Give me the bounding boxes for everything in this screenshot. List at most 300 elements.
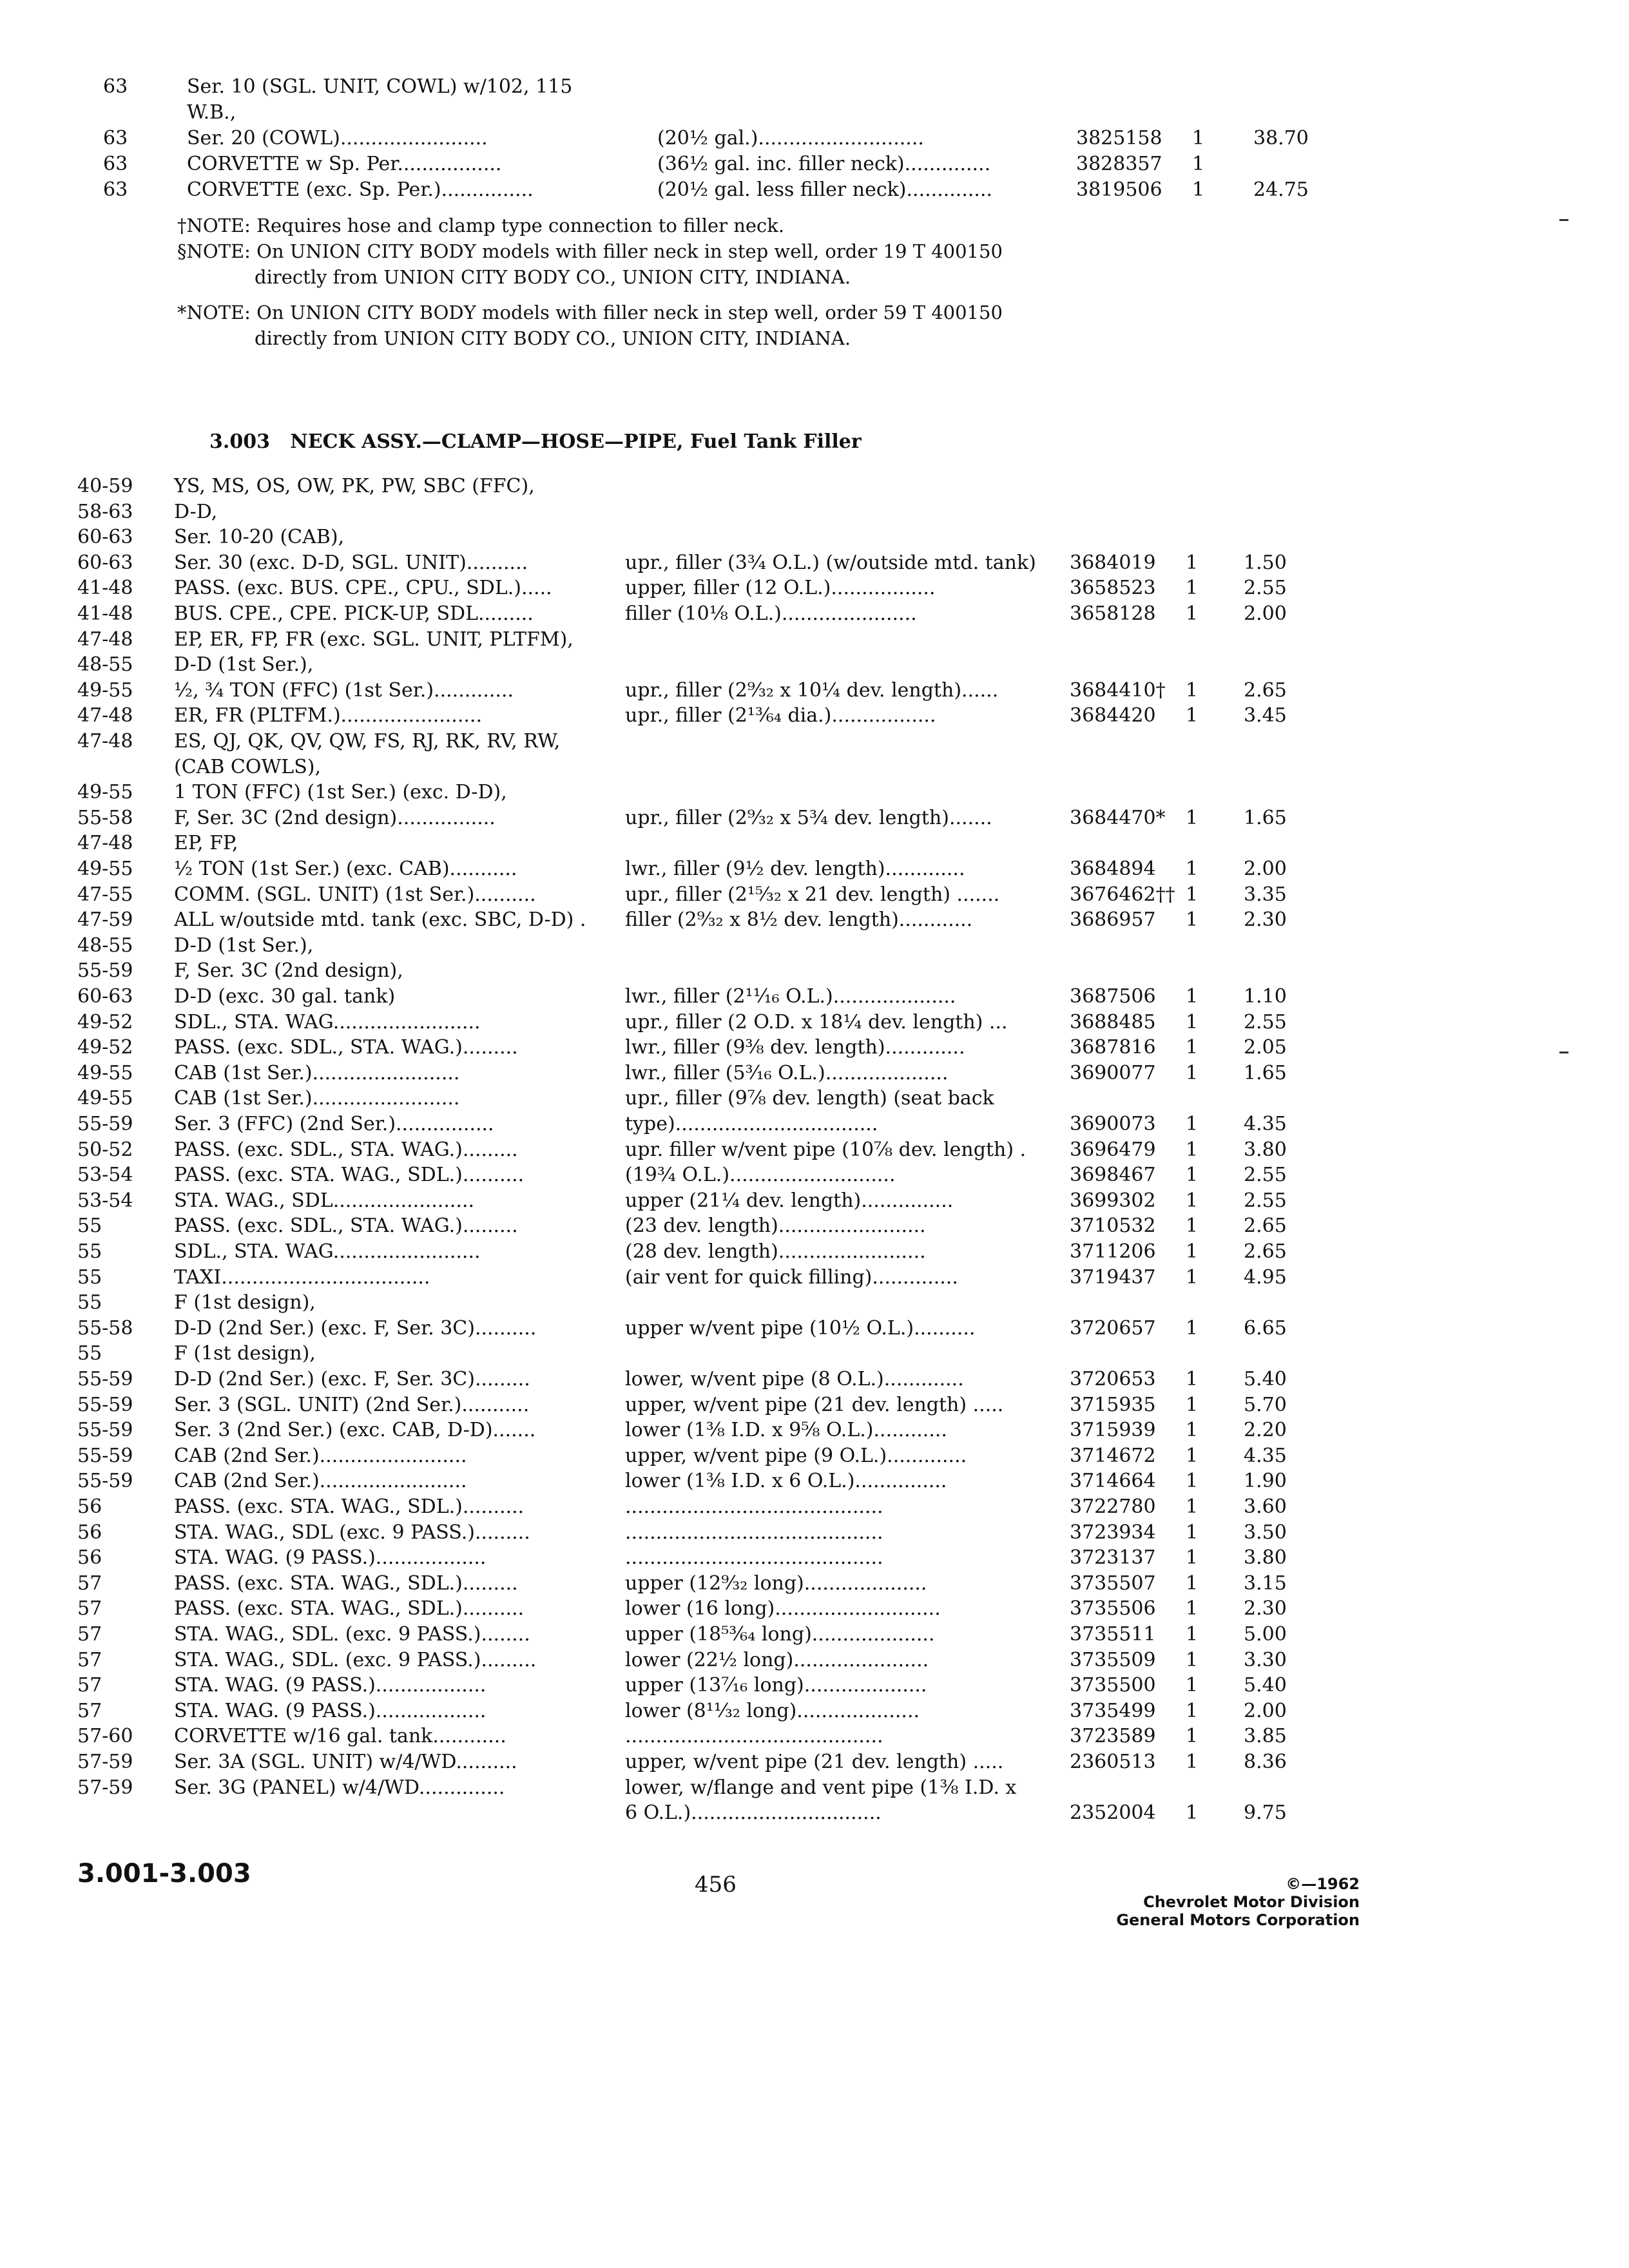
model-description: F (1st design), [174, 1291, 316, 1314]
part-usage: upr., filler (2 O.D. x 18¼ dev. length) ... [625, 1010, 1008, 1033]
quantity: 1 [1186, 1521, 1199, 1544]
part-number: 3723137 [1070, 1546, 1156, 1570]
quantity: 1 [1186, 1036, 1199, 1059]
model-description: PASS. (exc. STA. WAG., SDL.).......... [174, 1164, 525, 1187]
price: 24.75 [1253, 178, 1309, 201]
table-row [0, 1648, 1629, 1675]
table-row [0, 1418, 1629, 1445]
part-usage: type)................................. [625, 1113, 878, 1135]
table-row [0, 74, 1629, 101]
model-description: Ser. 10-20 (CAB), [174, 526, 345, 549]
part-usage: upr., filler (2⁹⁄₃₂ x 5¾ dev. length)....... [625, 806, 992, 829]
price: 4.35 [1244, 1113, 1287, 1135]
part-number: 3720657 [1070, 1316, 1156, 1340]
price: 2.55 [1244, 1164, 1287, 1187]
model-description: ½, ¾ TON (FFC) (1st Ser.)............. [174, 678, 514, 702]
table-row [0, 1061, 1629, 1088]
part-number: 3658523 [1070, 577, 1156, 600]
part-usage: .......................................... [625, 1521, 883, 1544]
note-line: directly from UNION CITY BODY CO., UNION CITY, INDIANA. [255, 266, 851, 288]
model-description: SDL., STA. WAG........................ [174, 1010, 481, 1033]
year-range: 48-55 [77, 934, 133, 957]
table-row [0, 1596, 1629, 1623]
page-number: 456 [695, 1872, 737, 1898]
part-usage: (36½ gal. inc. filler neck).............. [657, 153, 991, 175]
year-range: 55-59 [77, 1419, 133, 1442]
model-description: PASS. (exc. SDL., STA. WAG.)......... [174, 1215, 518, 1238]
year-range: 56 [77, 1495, 102, 1518]
model-description: D-D (1st Ser.), [174, 653, 314, 677]
quantity: 1 [1186, 806, 1199, 829]
table-row [0, 780, 1629, 807]
part-number: 3714664 [1070, 1470, 1156, 1493]
part-number: 3722780 [1070, 1495, 1156, 1518]
quantity: 1 [1186, 1316, 1199, 1340]
part-number: 3735507 [1070, 1571, 1156, 1595]
table-row [0, 1035, 1629, 1062]
note-line: †NOTE: Requires hose and clamp type connection to filler neck. [177, 215, 785, 236]
price: 5.70 [1244, 1393, 1287, 1416]
part-number: 3684470* [1070, 806, 1166, 829]
part-number: 3699302 [1070, 1189, 1156, 1212]
model-description: PASS. (exc. STA. WAG., SDL.).......... [174, 1495, 525, 1518]
table-row [0, 984, 1629, 1011]
model-description: Ser. 3 (2nd Ser.) (exc. CAB, D-D)....... [174, 1419, 536, 1442]
model-description: Ser. 10 (SGL. UNIT, COWL) w/102, 115 [187, 75, 573, 98]
quantity: 1 [1186, 1495, 1199, 1518]
year-range: 55-58 [77, 1316, 133, 1340]
part-usage: lower (16 long)........................... [625, 1597, 941, 1620]
model-description: STA. WAG. (9 PASS.).................. [174, 1674, 487, 1697]
model-description: ½ TON (1st Ser.) (exc. CAB)........... [174, 858, 517, 880]
price: 2.30 [1244, 1597, 1287, 1620]
year-range: 57 [77, 1597, 102, 1620]
part-number: 3819506 [1076, 178, 1162, 201]
part-number: 3687816 [1070, 1036, 1156, 1059]
model-description: PASS. (exc. STA. WAG., SDL.).......... [174, 1597, 525, 1620]
model-description: Ser. 3 (SGL. UNIT) (2nd Ser.)........... [174, 1393, 530, 1416]
table-row [0, 1111, 1629, 1139]
quantity: 1 [1186, 1623, 1199, 1646]
part-usage: upper (21¼ dev. length)............... [625, 1189, 954, 1212]
part-usage: upr., filler (3¾ O.L.) (w/outside mtd. tank) [625, 551, 1036, 574]
year-range: 55 [77, 1342, 102, 1365]
year-range: 40-59 [77, 475, 133, 497]
price: 5.00 [1244, 1623, 1287, 1646]
model-description: F, Ser. 3C (2nd design)................ [174, 806, 496, 829]
quantity: 1 [1186, 704, 1199, 727]
part-usage: upper (13⁷⁄₁₆ long).................... [625, 1674, 927, 1697]
quantity: 1 [1186, 1648, 1199, 1671]
division-name: Chevrolet Motor Division [1143, 1893, 1360, 1911]
quantity: 1 [1186, 1571, 1199, 1595]
part-usage: upper (12⁹⁄₃₂ long).................... [625, 1571, 927, 1595]
year-range: 56 [77, 1521, 102, 1544]
table-row [0, 1800, 1629, 1827]
part-number: 3698467 [1070, 1164, 1156, 1187]
price: 3.15 [1244, 1571, 1287, 1595]
table-row [0, 907, 1629, 934]
part-number: 3719437 [1070, 1265, 1156, 1289]
year-range: 63 [103, 127, 128, 149]
quantity: 1 [1186, 1751, 1199, 1773]
table-row [0, 856, 1629, 883]
quantity: 1 [1186, 1189, 1199, 1212]
table-row [0, 575, 1629, 602]
year-range: 55-59 [77, 959, 133, 983]
model-description: D-D, [174, 500, 218, 523]
price: 1.65 [1244, 806, 1287, 829]
table-row [0, 1239, 1629, 1266]
table-row [0, 1367, 1629, 1394]
part-usage: lwr., filler (5³⁄₁₆ O.L.).................... [625, 1061, 949, 1084]
part-number: 2352004 [1070, 1802, 1156, 1825]
year-range: 49-55 [77, 678, 133, 702]
year-range: 58-63 [77, 500, 133, 523]
price: 3.85 [1244, 1725, 1287, 1748]
price: 2.65 [1244, 1215, 1287, 1238]
year-range: 56 [77, 1546, 102, 1570]
model-description: CAB (2nd Ser.)........................ [174, 1444, 467, 1467]
table-row [0, 1341, 1629, 1368]
model-description: ALL w/outside mtd. tank (exc. SBC, D-D) . [174, 908, 586, 932]
model-description: 1 TON (FFC) (1st Ser.) (exc. D-D), [174, 781, 507, 804]
part-number: 2360513 [1070, 1751, 1156, 1773]
model-description: D-D (1st Ser.), [174, 934, 314, 957]
year-range: 57-60 [77, 1725, 133, 1748]
year-range: 53-54 [77, 1189, 133, 1212]
table-row [0, 754, 1629, 782]
quantity: 1 [1186, 1444, 1199, 1467]
price: 38.70 [1253, 127, 1309, 149]
price: 2.65 [1244, 678, 1287, 702]
part-usage: lwr., filler (2¹¹⁄₁₆ O.L.).................... [625, 985, 956, 1008]
price: 3.50 [1244, 1521, 1287, 1544]
part-usage: lower (8¹¹⁄₃₂ long).................... [625, 1699, 920, 1722]
part-usage: upper, filler (12 O.L.)................. [625, 577, 936, 600]
part-number: 3828357 [1076, 153, 1162, 175]
year-range: 55 [77, 1215, 102, 1238]
table-row [0, 1265, 1629, 1292]
price: 2.55 [1244, 577, 1287, 600]
quantity: 1 [1192, 153, 1205, 175]
model-description: STA. WAG. (9 PASS.).................. [174, 1546, 487, 1570]
model-description: STA. WAG., SDL. (exc. 9 PASS.)......... [174, 1648, 537, 1671]
table-row [0, 933, 1629, 960]
quantity: 1 [1186, 1240, 1199, 1263]
model-description: D-D (2nd Ser.) (exc. F, Ser. 3C)......... [174, 1368, 530, 1390]
table-row [0, 1622, 1629, 1649]
price: 5.40 [1244, 1368, 1287, 1390]
year-range: 55 [77, 1265, 102, 1289]
table-row [0, 1545, 1629, 1572]
year-range: 41-48 [77, 602, 133, 625]
table-row [0, 703, 1629, 730]
part-number: 3723589 [1070, 1725, 1156, 1748]
model-description: PASS. (exc. SDL., STA. WAG.)......... [174, 1138, 518, 1161]
price: 8.36 [1244, 1751, 1287, 1773]
table-row [0, 601, 1629, 628]
quantity: 1 [1186, 678, 1199, 702]
model-description: PASS. (exc. BUS. CPE., CPU., SDL.)..... [174, 577, 552, 600]
part-number: 3715935 [1070, 1393, 1156, 1416]
model-description: EP, FP, [174, 832, 238, 855]
section-heading [209, 430, 862, 453]
year-range: 63 [103, 178, 128, 201]
quantity: 1 [1186, 1725, 1199, 1748]
price: 2.20 [1244, 1419, 1287, 1442]
table-row [0, 474, 1629, 501]
table-row [0, 627, 1629, 654]
year-range: 57-59 [77, 1751, 133, 1773]
price: 3.80 [1244, 1138, 1287, 1161]
table-row [0, 499, 1629, 526]
year-range: 47-48 [77, 628, 133, 651]
model-description: SDL., STA. WAG........................ [174, 1240, 481, 1263]
year-range: 57 [77, 1571, 102, 1595]
price: 1.50 [1244, 551, 1287, 574]
part-number: 3735499 [1070, 1699, 1156, 1722]
part-usage: (air vent for quick filling).............. [625, 1265, 958, 1289]
quantity: 1 [1192, 178, 1205, 201]
year-range: 49-55 [77, 1061, 133, 1084]
part-number: 3687506 [1070, 985, 1156, 1008]
model-description: YS, MS, OS, OW, PK, PW, SBC (FFC), [174, 475, 535, 497]
model-description: Ser. 3A (SGL. UNIT) w/4/WD.......... [174, 1751, 517, 1773]
year-range: 63 [103, 153, 128, 175]
model-description: CORVETTE w Sp. Per................. [187, 153, 502, 175]
part-usage: (20½ gal.)........................... [657, 127, 924, 149]
part-usage: upr. filler w/vent pipe (10⅞ dev. length) . [625, 1138, 1027, 1161]
part-usage: lwr., filler (9⅜ dev. length)............. [625, 1036, 965, 1059]
table-row [0, 1698, 1629, 1725]
year-range: 63 [103, 75, 128, 98]
part-number: 3686957 [1070, 908, 1156, 932]
note-line: *NOTE: On UNION CITY BODY models with filler neck in step well, order 59 T 400150 [177, 302, 1003, 323]
copyright-year: ©—1962 [1286, 1875, 1360, 1893]
corporation-name: General Motors Corporation [1116, 1911, 1360, 1929]
year-range: 57 [77, 1623, 102, 1646]
price: 3.45 [1244, 704, 1287, 727]
price: 1.90 [1244, 1470, 1287, 1493]
model-description: STA. WAG. (9 PASS.).................. [174, 1699, 487, 1722]
part-usage: lower (1⅜ I.D. x 9⅝ O.L.)............ [625, 1419, 947, 1442]
part-usage: lower, w/vent pipe (8 O.L.)............. [625, 1368, 964, 1390]
price: 3.35 [1244, 883, 1287, 906]
year-range: 47-48 [77, 730, 133, 753]
section-title: NECK ASSY.—CLAMP—HOSE—PIPE, [290, 430, 684, 453]
price: 3.60 [1244, 1495, 1287, 1518]
table-row [0, 958, 1629, 985]
year-range: 49-55 [77, 1087, 133, 1110]
part-usage: (23 dev. length)........................ [625, 1215, 926, 1238]
note-line: §NOTE: On UNION CITY BODY models with filler neck in step well, order 19 T 400150 [177, 240, 1003, 262]
year-range: 55-59 [77, 1113, 133, 1135]
table-row [0, 1290, 1629, 1317]
model-description: CORVETTE w/16 gal. tank............ [174, 1725, 506, 1748]
quantity: 1 [1186, 551, 1199, 574]
price: 4.35 [1244, 1444, 1287, 1467]
table-row [0, 1162, 1629, 1189]
table-row [0, 1316, 1629, 1343]
part-usage: upper, w/vent pipe (21 dev. length) ..... [625, 1393, 1004, 1416]
quantity: 1 [1186, 985, 1199, 1008]
table-row [0, 805, 1629, 832]
part-number: 3658128 [1070, 602, 1156, 625]
model-description: ES, QJ, QK, QV, QW, FS, RJ, RK, RV, RW, [174, 730, 561, 753]
model-description: Ser. 3G (PANEL) w/4/WD.............. [174, 1776, 505, 1799]
table-row [0, 524, 1629, 552]
part-number: 3696479 [1070, 1138, 1156, 1161]
margin-mark [1559, 1052, 1568, 1053]
year-range: 55-59 [77, 1393, 133, 1416]
model-description: D-D (2nd Ser.) (exc. F, Ser. 3C).......... [174, 1316, 537, 1340]
price: 2.65 [1244, 1240, 1287, 1263]
part-usage: .......................................... [625, 1546, 883, 1570]
year-range: 49-52 [77, 1036, 133, 1059]
year-range: 55 [77, 1291, 102, 1314]
part-usage: lower (1⅜ I.D. x 6 O.L.)............... [625, 1470, 947, 1493]
year-range: 57 [77, 1699, 102, 1722]
quantity: 1 [1186, 1368, 1199, 1390]
quantity: 1 [1186, 1470, 1199, 1493]
model-description: F (1st design), [174, 1342, 316, 1365]
part-number: 3684019 [1070, 551, 1156, 574]
part-usage: .......................................... [625, 1495, 883, 1518]
model-description: TAXI.................................. [174, 1265, 430, 1289]
note-line: directly from UNION CITY BODY CO., UNION CITY, INDIANA. [255, 327, 851, 349]
year-range: 57 [77, 1674, 102, 1697]
year-range: 47-48 [77, 832, 133, 855]
year-range: 47-55 [77, 883, 133, 906]
model-description: EP, ER, FP, FR (exc. SGL. UNIT, PLTFM), [174, 628, 574, 651]
table-row [0, 831, 1629, 858]
part-number: 3690073 [1070, 1113, 1156, 1135]
part-usage: lwr., filler (9½ dev. length)............. [625, 858, 965, 880]
part-number: 3711206 [1070, 1240, 1156, 1263]
part-number: 3735506 [1070, 1597, 1156, 1620]
model-description: CAB (2nd Ser.)........................ [174, 1470, 467, 1493]
quantity: 1 [1186, 1265, 1199, 1289]
quantity: 1 [1186, 577, 1199, 600]
quantity: 1 [1186, 1061, 1199, 1084]
part-number: 3684894 [1070, 858, 1156, 880]
year-range: 55 [77, 1240, 102, 1263]
part-number: 3735511 [1070, 1623, 1156, 1646]
model-description: Ser. 20 (COWL)........................ [187, 127, 488, 149]
price: 1.10 [1244, 985, 1287, 1008]
table-row [0, 1724, 1629, 1751]
part-number: 3720653 [1070, 1368, 1156, 1390]
year-range: 57 [77, 1648, 102, 1671]
price: 2.30 [1244, 908, 1287, 932]
table-row [0, 1392, 1629, 1419]
quantity: 1 [1186, 1546, 1199, 1570]
price: 1.65 [1244, 1061, 1287, 1084]
part-usage: upper, w/vent pipe (21 dev. length) ..... [625, 1751, 1004, 1773]
table-row [0, 1673, 1629, 1700]
table-row [0, 1571, 1629, 1598]
year-range: 57-59 [77, 1776, 133, 1799]
table-row [0, 678, 1629, 705]
year-range: 55-59 [77, 1470, 133, 1493]
quantity: 1 [1186, 602, 1199, 625]
table-row [0, 151, 1629, 178]
model-description: COMM. (SGL. UNIT) (1st Ser.).......... [174, 883, 536, 906]
part-number: 3710532 [1070, 1215, 1156, 1238]
part-usage: filler (2⁹⁄₃₂ x 8½ dev. length)............ [625, 908, 973, 932]
price: 2.05 [1244, 1036, 1287, 1059]
copyright-block [1116, 1875, 1360, 1929]
table-row [0, 550, 1629, 577]
quantity: 1 [1186, 858, 1199, 880]
price: 2.55 [1244, 1010, 1287, 1033]
year-range: 49-52 [77, 1010, 133, 1033]
part-usage: lower, w/flange and vent pipe (1⅜ I.D. x [625, 1776, 1017, 1799]
year-range: 47-48 [77, 704, 133, 727]
year-range: 49-55 [77, 858, 133, 880]
table-row [0, 1086, 1629, 1113]
price: 4.95 [1244, 1265, 1287, 1289]
section-subtitle: Fuel Tank Filler [689, 430, 862, 453]
part-number: 3723934 [1070, 1521, 1156, 1544]
table-row [0, 1494, 1629, 1521]
part-usage: upr., filler (2¹³⁄₆₄ dia.)................. [625, 704, 936, 727]
table-row [0, 729, 1629, 756]
model-description: W.B., [187, 101, 236, 124]
table-row [0, 126, 1629, 153]
table-row [0, 1775, 1629, 1802]
model-description: STA. WAG., SDL....................... [174, 1189, 475, 1212]
model-description: STA. WAG., SDL. (exc. 9 PASS.)........ [174, 1623, 530, 1646]
quantity: 1 [1186, 1164, 1199, 1187]
part-usage: upr., filler (2¹⁵⁄₃₂ x 21 dev. length) ....... [625, 883, 1000, 906]
price: 3.80 [1244, 1546, 1287, 1570]
year-range: 60-63 [77, 551, 133, 574]
price: 2.00 [1244, 602, 1287, 625]
part-number: 3676462†† [1070, 883, 1175, 906]
part-number: 3684410† [1070, 678, 1166, 702]
year-range: 53-54 [77, 1164, 133, 1187]
table-row [0, 1468, 1629, 1495]
model-description: Ser. 30 (exc. D-D, SGL. UNIT).......... [174, 551, 528, 574]
model-description: PASS. (exc. STA. WAG., SDL.)......... [174, 1571, 518, 1595]
part-number: 3690077 [1070, 1061, 1156, 1084]
table-row [0, 1010, 1629, 1037]
part-usage: upper, w/vent pipe (9 O.L.)............. [625, 1444, 967, 1467]
part-usage: (20½ gal. less filler neck).............. [657, 178, 993, 201]
model-description: ER, FR (PLTFM.)....................... [174, 704, 482, 727]
section-range: 3.001-3.003 [77, 1859, 251, 1888]
quantity: 1 [1192, 127, 1205, 149]
quantity: 1 [1186, 883, 1199, 906]
model-description: Ser. 3 (FFC) (2nd Ser.)................ [174, 1113, 494, 1135]
year-range: 47-59 [77, 908, 133, 932]
model-description: CORVETTE (exc. Sp. Per.)............... [187, 178, 534, 201]
model-description: BUS. CPE., CPE. PICK-UP, SDL......... [174, 602, 534, 625]
part-usage: filler (10⅛ O.L.)...................... [625, 602, 917, 625]
quantity: 1 [1186, 1215, 1199, 1238]
part-number: 3688485 [1070, 1010, 1156, 1033]
quantity: 1 [1186, 1802, 1199, 1825]
year-range: 55-59 [77, 1368, 133, 1390]
model-description: CAB (1st Ser.)........................ [174, 1087, 460, 1110]
quantity: 1 [1186, 1138, 1199, 1161]
table-row [0, 1137, 1629, 1164]
table-row [0, 1749, 1629, 1776]
price: 2.00 [1244, 858, 1287, 880]
quantity: 1 [1186, 1597, 1199, 1620]
